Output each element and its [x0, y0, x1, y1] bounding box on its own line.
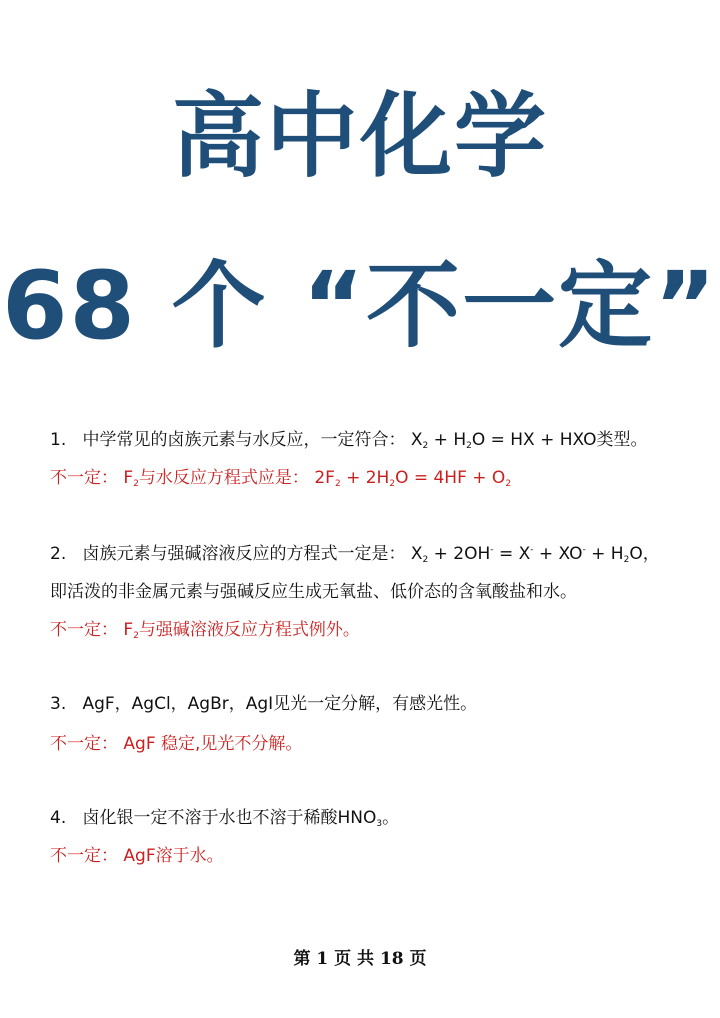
statement-text: 中学常见的卤族元素与水反应，一定符合：	[82, 430, 406, 450]
formula-part: = X	[493, 544, 531, 564]
subscript: 2	[133, 631, 139, 641]
formula-part: F	[123, 620, 134, 640]
formula-part: + H	[585, 544, 624, 564]
item-4-exception	[50, 844, 224, 868]
item-number: 3.	[50, 694, 67, 714]
formula-part: O = 4HF + O	[395, 468, 506, 488]
statement-text: 即活泼的非金属元素与强碱反应生成无氧盐、低价态的含氧酸盐和水。	[50, 582, 577, 602]
formula-part: F	[123, 468, 134, 488]
item-4-statement	[50, 806, 399, 830]
formula-part: O，	[629, 544, 660, 564]
page-title-line1: 高中化学	[171, 83, 548, 190]
superscript: -	[490, 545, 494, 555]
superscript: -	[582, 545, 586, 555]
exception-label: 不一定：	[50, 846, 118, 866]
item-number: 1.	[50, 430, 67, 450]
formula-part: + XO	[533, 544, 583, 564]
page-title-line2: 68 个 “不一定”	[2, 252, 718, 361]
item-1-exception	[50, 466, 511, 490]
formula-part: + 2OH	[428, 544, 491, 564]
formula-part: O = HX + HXO	[471, 430, 597, 450]
exception-label: 不一定：	[50, 468, 118, 488]
subscript: 2	[389, 479, 396, 489]
statement-text: 。	[382, 808, 400, 828]
statement-text: 类型。	[596, 430, 648, 450]
superscript: -	[530, 545, 534, 555]
formula-part: +	[428, 430, 454, 450]
subscript: 2	[466, 441, 472, 451]
statement-text: 卤化银一定不溶于水也不溶于稀酸HNO	[82, 808, 377, 828]
subscript: 2	[133, 479, 139, 489]
subscript: 3	[376, 819, 383, 829]
item-2-statement-cont	[50, 580, 577, 604]
formula-part: X	[410, 544, 423, 564]
item-2-exception	[50, 618, 360, 642]
item-3-exception	[50, 732, 302, 756]
subscript: 2	[623, 555, 630, 565]
statement-text: 卤族元素与强碱溶液反应的方程式一定是：	[82, 544, 406, 564]
page-footer: 第 1 页 共 18 页	[293, 949, 427, 969]
subscript: 2	[505, 479, 512, 489]
item-3-statement	[50, 692, 477, 716]
subscript: 2	[422, 555, 429, 565]
formula-part: 2F	[314, 468, 335, 488]
statement-text: AgF，AgCl，AgBr，AgI见光一定分解，有感光性。	[82, 694, 478, 714]
exception-text: 与水反应方程式应是：	[138, 468, 309, 488]
exception-label: 不一定：	[50, 734, 118, 754]
exception-label: 不一定：	[50, 620, 118, 640]
subscript: 2	[334, 479, 341, 489]
item-2-statement	[50, 542, 660, 566]
exception-text: AgF溶于水。	[123, 846, 224, 866]
item-number: 2.	[50, 544, 67, 564]
item-1-statement	[50, 428, 647, 452]
formula-part: + 2H	[340, 468, 390, 488]
formula-part: H	[453, 430, 467, 450]
item-number: 4.	[50, 808, 67, 828]
subscript: 2	[422, 441, 429, 451]
exception-text: AgF 稳定,见光不分解。	[123, 734, 303, 754]
formula-part: X	[410, 430, 423, 450]
exception-text: 与强碱溶液反应方程式例外。	[138, 620, 360, 640]
